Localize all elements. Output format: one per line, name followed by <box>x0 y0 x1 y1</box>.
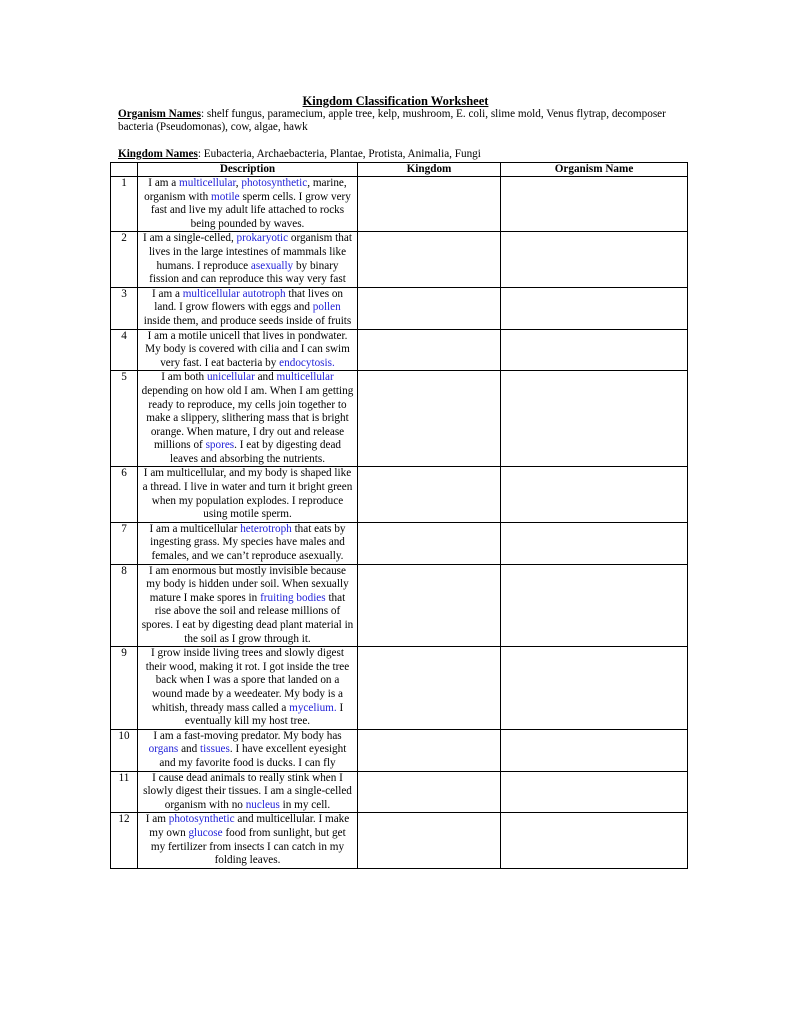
header-number <box>111 163 138 177</box>
vocab-term: tissues <box>200 743 230 756</box>
organism-answer-cell[interactable] <box>501 729 688 771</box>
organism-answer-cell[interactable] <box>501 813 688 868</box>
description-text: I am a <box>151 287 183 300</box>
description-text: I am a fast-moving predator. My body has <box>153 729 342 742</box>
table-row <box>111 287 688 329</box>
description-text: inside them, and produce seeds inside of fruits <box>143 314 352 327</box>
vocab-term: fruiting bodies <box>260 591 326 604</box>
description-text: and <box>178 743 201 756</box>
description-text: I am a <box>148 177 180 189</box>
kingdom-answer-cell[interactable] <box>358 232 501 287</box>
description-text: depending on how old I am. When I am getting ready to reproduce, my cells join together to make a slippery, slithering mass that is bright orange. When mature, I dry out and release millions of <box>141 384 354 452</box>
kingdom-answer-cell[interactable] <box>358 177 501 232</box>
kingdom-names-label: Kingdom Names <box>118 148 198 160</box>
row-number: 1 <box>111 177 138 232</box>
vocab-term: glucose <box>188 826 223 839</box>
row-description <box>138 329 358 371</box>
table-row <box>111 232 688 287</box>
row-description <box>138 771 358 813</box>
header-description: Description <box>138 163 358 177</box>
vocab-term: motile <box>211 190 240 203</box>
kingdom-answer-cell[interactable] <box>358 287 501 329</box>
kingdom-answer-cell[interactable] <box>358 813 501 868</box>
description-text: . I have excellent eyesight and my favorite food is ducks. I can fly <box>159 743 347 769</box>
kingdom-answer-cell[interactable] <box>358 467 501 522</box>
kingdom-answer-cell[interactable] <box>358 522 501 564</box>
row-description <box>138 467 358 522</box>
table-header-row <box>111 163 688 177</box>
description-text: I eventually kill my host tree. <box>184 701 344 728</box>
organism-names-line <box>118 108 678 134</box>
vocab-term: nucleus <box>245 798 280 811</box>
row-number: 8 <box>111 564 138 647</box>
kingdom-answer-cell[interactable] <box>358 564 501 647</box>
description-text: and multicellular. I make my own <box>149 813 350 839</box>
description-text: that rise above the soil and release millions of spores. I eat by digesting dead plant material in the soil as I grow through it. <box>141 591 354 645</box>
description-text: , marine, organism with <box>144 177 347 203</box>
kingdom-answer-cell[interactable] <box>358 329 501 371</box>
organism-answer-cell[interactable] <box>501 371 688 467</box>
row-number: 11 <box>111 771 138 813</box>
table-row <box>111 771 688 813</box>
table-row <box>111 522 688 564</box>
description-text: . I eat by digesting dead leaves and absorbing the nutrients. <box>169 439 342 465</box>
table-row <box>111 564 688 647</box>
vocab-term: multicellular autotroph <box>182 287 286 300</box>
description-text: I am a multicellular <box>149 522 241 535</box>
description-text: organism that lives in the large intestines of mammals like humans. I reproduce <box>148 232 352 272</box>
vocab-term: multicellular <box>179 177 236 189</box>
description-text: I am enormous but mostly invisible because my body is hidden under soil. When sexually mature I make spores in <box>146 564 349 604</box>
vocab-term: endocytosis. <box>279 356 335 369</box>
vocab-term: organs <box>148 743 179 756</box>
vocab-term: multicellular <box>276 371 334 384</box>
row-number: 7 <box>111 522 138 564</box>
row-description <box>138 564 358 647</box>
description-text: I am a single-celled, <box>143 232 237 245</box>
organism-answer-cell[interactable] <box>501 564 688 647</box>
organism-answer-cell[interactable] <box>501 647 688 730</box>
organism-answer-cell[interactable] <box>501 287 688 329</box>
description-text: that lives on land. I grow flowers with eggs and <box>154 287 344 314</box>
row-description <box>138 371 358 467</box>
description-text: and <box>254 371 277 384</box>
header-organism-name: Organism Name <box>501 163 688 177</box>
organism-names-label: Organism Names <box>118 108 201 120</box>
row-number: 9 <box>111 647 138 730</box>
description-text: I am both <box>161 371 207 384</box>
table-row <box>111 177 688 232</box>
vocab-term: photosynthetic <box>241 177 308 189</box>
kingdom-names-list: : Eubacteria, Archaebacteria, Plantae, Protista, Animalia, Fungi <box>197 148 481 160</box>
organism-names-list: : shelf fungus, paramecium, apple tree, kelp, mushroom, E. coli, slime mold, Venus flytrap, decomposer bacteria (Pseudomonas), cow, algae, hawk <box>118 108 666 133</box>
row-number: 5 <box>111 371 138 467</box>
header-kingdom: Kingdom <box>358 163 501 177</box>
row-description <box>138 647 358 730</box>
vocab-term: unicellular <box>206 371 255 384</box>
description-text: in my cell. <box>279 798 331 811</box>
row-number: 10 <box>111 729 138 771</box>
kingdom-names-line <box>118 148 678 161</box>
table-row <box>111 813 688 868</box>
row-number: 4 <box>111 329 138 371</box>
organism-answer-cell[interactable] <box>501 467 688 522</box>
description-text: food from sunlight, but get my fertilizer from insects I can catch in my folding leaves. <box>150 826 346 867</box>
row-description <box>138 813 358 868</box>
vocab-term: asexually <box>250 259 294 272</box>
vocab-term: heterotroph <box>240 522 292 535</box>
description-text: I cause dead animals to really stink when I slowly digest their tissues. I am a single-celled organism with no <box>143 771 352 811</box>
organism-answer-cell[interactable] <box>501 522 688 564</box>
row-description <box>138 232 358 287</box>
kingdom-answer-cell[interactable] <box>358 771 501 813</box>
organism-answer-cell[interactable] <box>501 232 688 287</box>
classification-table <box>110 162 688 869</box>
organism-answer-cell[interactable] <box>501 771 688 813</box>
row-description <box>138 522 358 564</box>
vocab-term: photosynthetic <box>168 813 235 826</box>
vocab-term: prokaryotic <box>236 232 289 245</box>
organism-answer-cell[interactable] <box>501 177 688 232</box>
description-text: sperm cells. I grow very fast and live my adult life attached to rocks being pounded by waves. <box>150 190 351 230</box>
description-text: by binary fission and can reproduce this way very fast <box>149 259 346 286</box>
row-number: 12 <box>111 813 138 868</box>
description-text: I am multicellular, and my body is shaped like a thread. I live in water and turn it bright green when my population explodes. I reproduce using motile sperm. <box>142 467 353 521</box>
row-description <box>138 729 358 771</box>
row-description <box>138 177 358 232</box>
row-number: 3 <box>111 287 138 329</box>
table-row <box>111 467 688 522</box>
table-row <box>111 729 688 771</box>
vocab-term: spores <box>205 439 235 452</box>
description-text: I am <box>145 813 169 826</box>
kingdom-answer-cell[interactable] <box>358 647 501 730</box>
organism-answer-cell[interactable] <box>501 329 688 371</box>
vocab-term: mycelium. <box>289 701 337 714</box>
row-number: 2 <box>111 232 138 287</box>
worksheet-title: Kingdom Classification Worksheet <box>302 94 489 108</box>
table-row <box>111 371 688 467</box>
description-text: that eats by ingesting grass. My species have males and females, and we can’t reproduce asexually. <box>150 522 346 563</box>
row-description <box>138 287 358 329</box>
vocab-term: pollen <box>312 301 341 314</box>
description-text: I am a motile unicell that lives in pondwater. My body is covered with cilia and I can swim very fast. I eat bacteria by <box>145 329 350 369</box>
table-row <box>111 329 688 371</box>
description-text: I grow inside living trees and slowly digest their wood, making it rot. I got inside the tree back when I was a spore that landed on a wound made by a weedeater. My body is a whitish, thready mass called a <box>145 647 350 714</box>
row-number: 6 <box>111 467 138 522</box>
kingdom-answer-cell[interactable] <box>358 729 501 771</box>
table-row <box>111 647 688 730</box>
description-text: , <box>235 177 242 189</box>
kingdom-answer-cell[interactable] <box>358 371 501 467</box>
